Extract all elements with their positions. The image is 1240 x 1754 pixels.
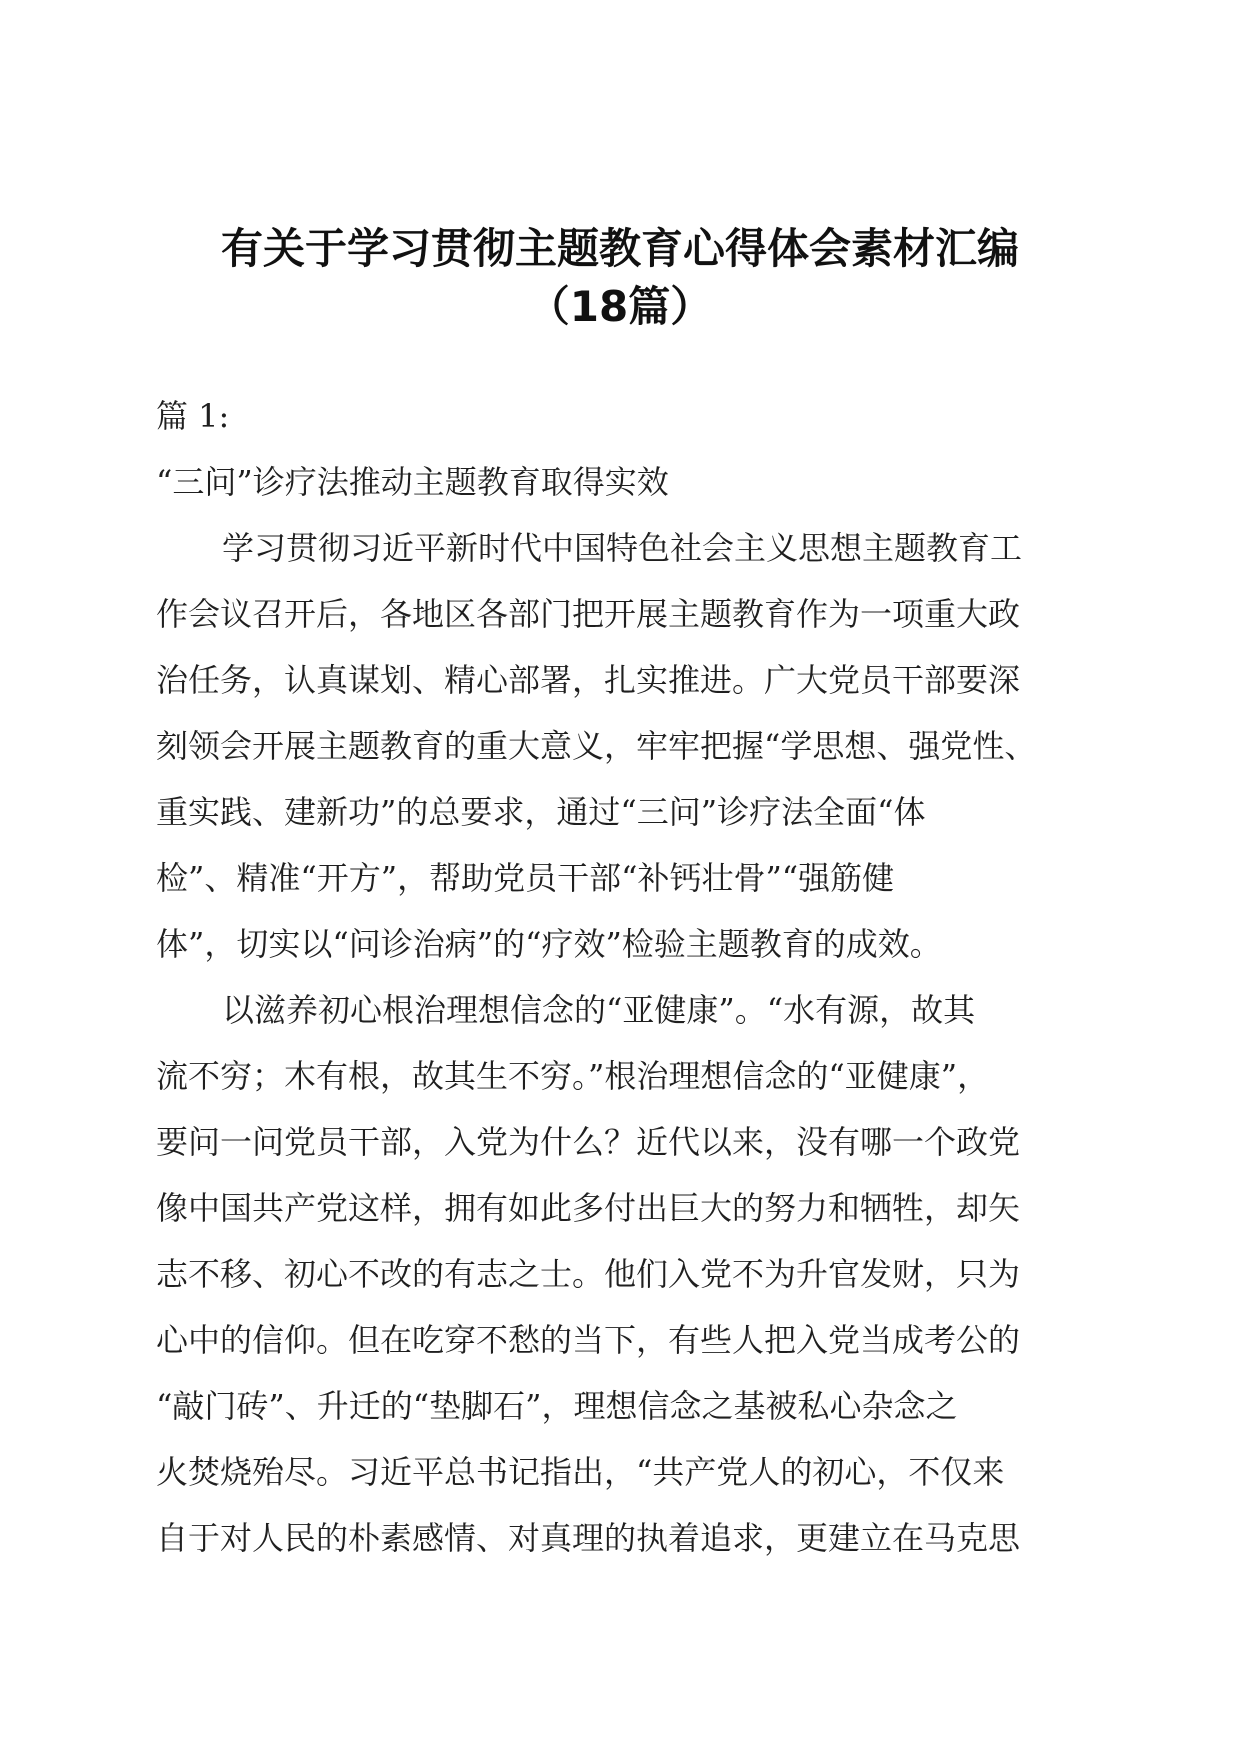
paragraph-2-line: 流不穷；木有根，故其生不穷。”根治理想信念的“亚健康”， bbox=[156, 1057, 990, 1095]
paragraph-2-line: 火焚烧殆尽。习近平总书记指出，“共产党人的初心，不仅来 bbox=[156, 1453, 1005, 1491]
paragraph-1-line: 学习贯彻习近平新时代中国特色社会主义思想主题教育工 bbox=[222, 529, 1023, 567]
section-label: 篇 1: bbox=[156, 397, 230, 435]
paragraph-1-line: 体”，切实以“问诊治病”的“疗效”检验主题教育的成效。 bbox=[156, 925, 942, 963]
paragraph-2-line: 志不移、初心不改的有志之士。他们入党不为升官发财，只为 bbox=[156, 1255, 1021, 1293]
article-title: “三问”诊疗法推动主题教育取得实效 bbox=[156, 463, 669, 501]
paragraph-2-line: 自于对人民的朴素感情、对真理的执着追求，更建立在马克思 bbox=[156, 1519, 1021, 1557]
paragraph-1-line: 刻领会开展主题教育的重大意义，牢牢把握“学思想、强党性、 bbox=[156, 727, 1037, 765]
paragraph-1-line: 作会议召开后，各地区各部门把开展主题教育作为一项重大政 bbox=[156, 595, 1021, 633]
paragraph-1-line: 重实践、建新功”的总要求，通过“三问”诊疗法全面“体 bbox=[156, 793, 926, 831]
paragraph-1-line: 治任务，认真谋划、精心部署，扎实推进。广大党员干部要深 bbox=[156, 661, 1021, 699]
paragraph-2-line: 心中的信仰。但在吃穿不愁的当下，有些人把入党当成考公的 bbox=[156, 1321, 1021, 1359]
document-title: 有关于学习贯彻主题教育心得体会素材汇编 bbox=[220, 224, 1019, 273]
paragraph-1-line: 检”、精准“开方”，帮助党员干部“补钙壮骨”“强筋健 bbox=[156, 859, 895, 897]
document-subtitle: （18篇） bbox=[527, 282, 713, 331]
paragraph-2-line: 像中国共产党这样，拥有如此多付出巨大的努力和牺牲，却矢 bbox=[156, 1189, 1021, 1227]
paragraph-2-line: 要问一问党员干部，入党为什么？近代以来，没有哪一个政党 bbox=[156, 1123, 1021, 1161]
paragraph-2-line: “敲门砖”、升迁的“垫脚石”，理想信念之基被私心杂念之 bbox=[156, 1387, 958, 1425]
paragraph-2-line: 以滋养初心根治理想信念的“亚健康”。“水有源，故其 bbox=[222, 991, 976, 1029]
